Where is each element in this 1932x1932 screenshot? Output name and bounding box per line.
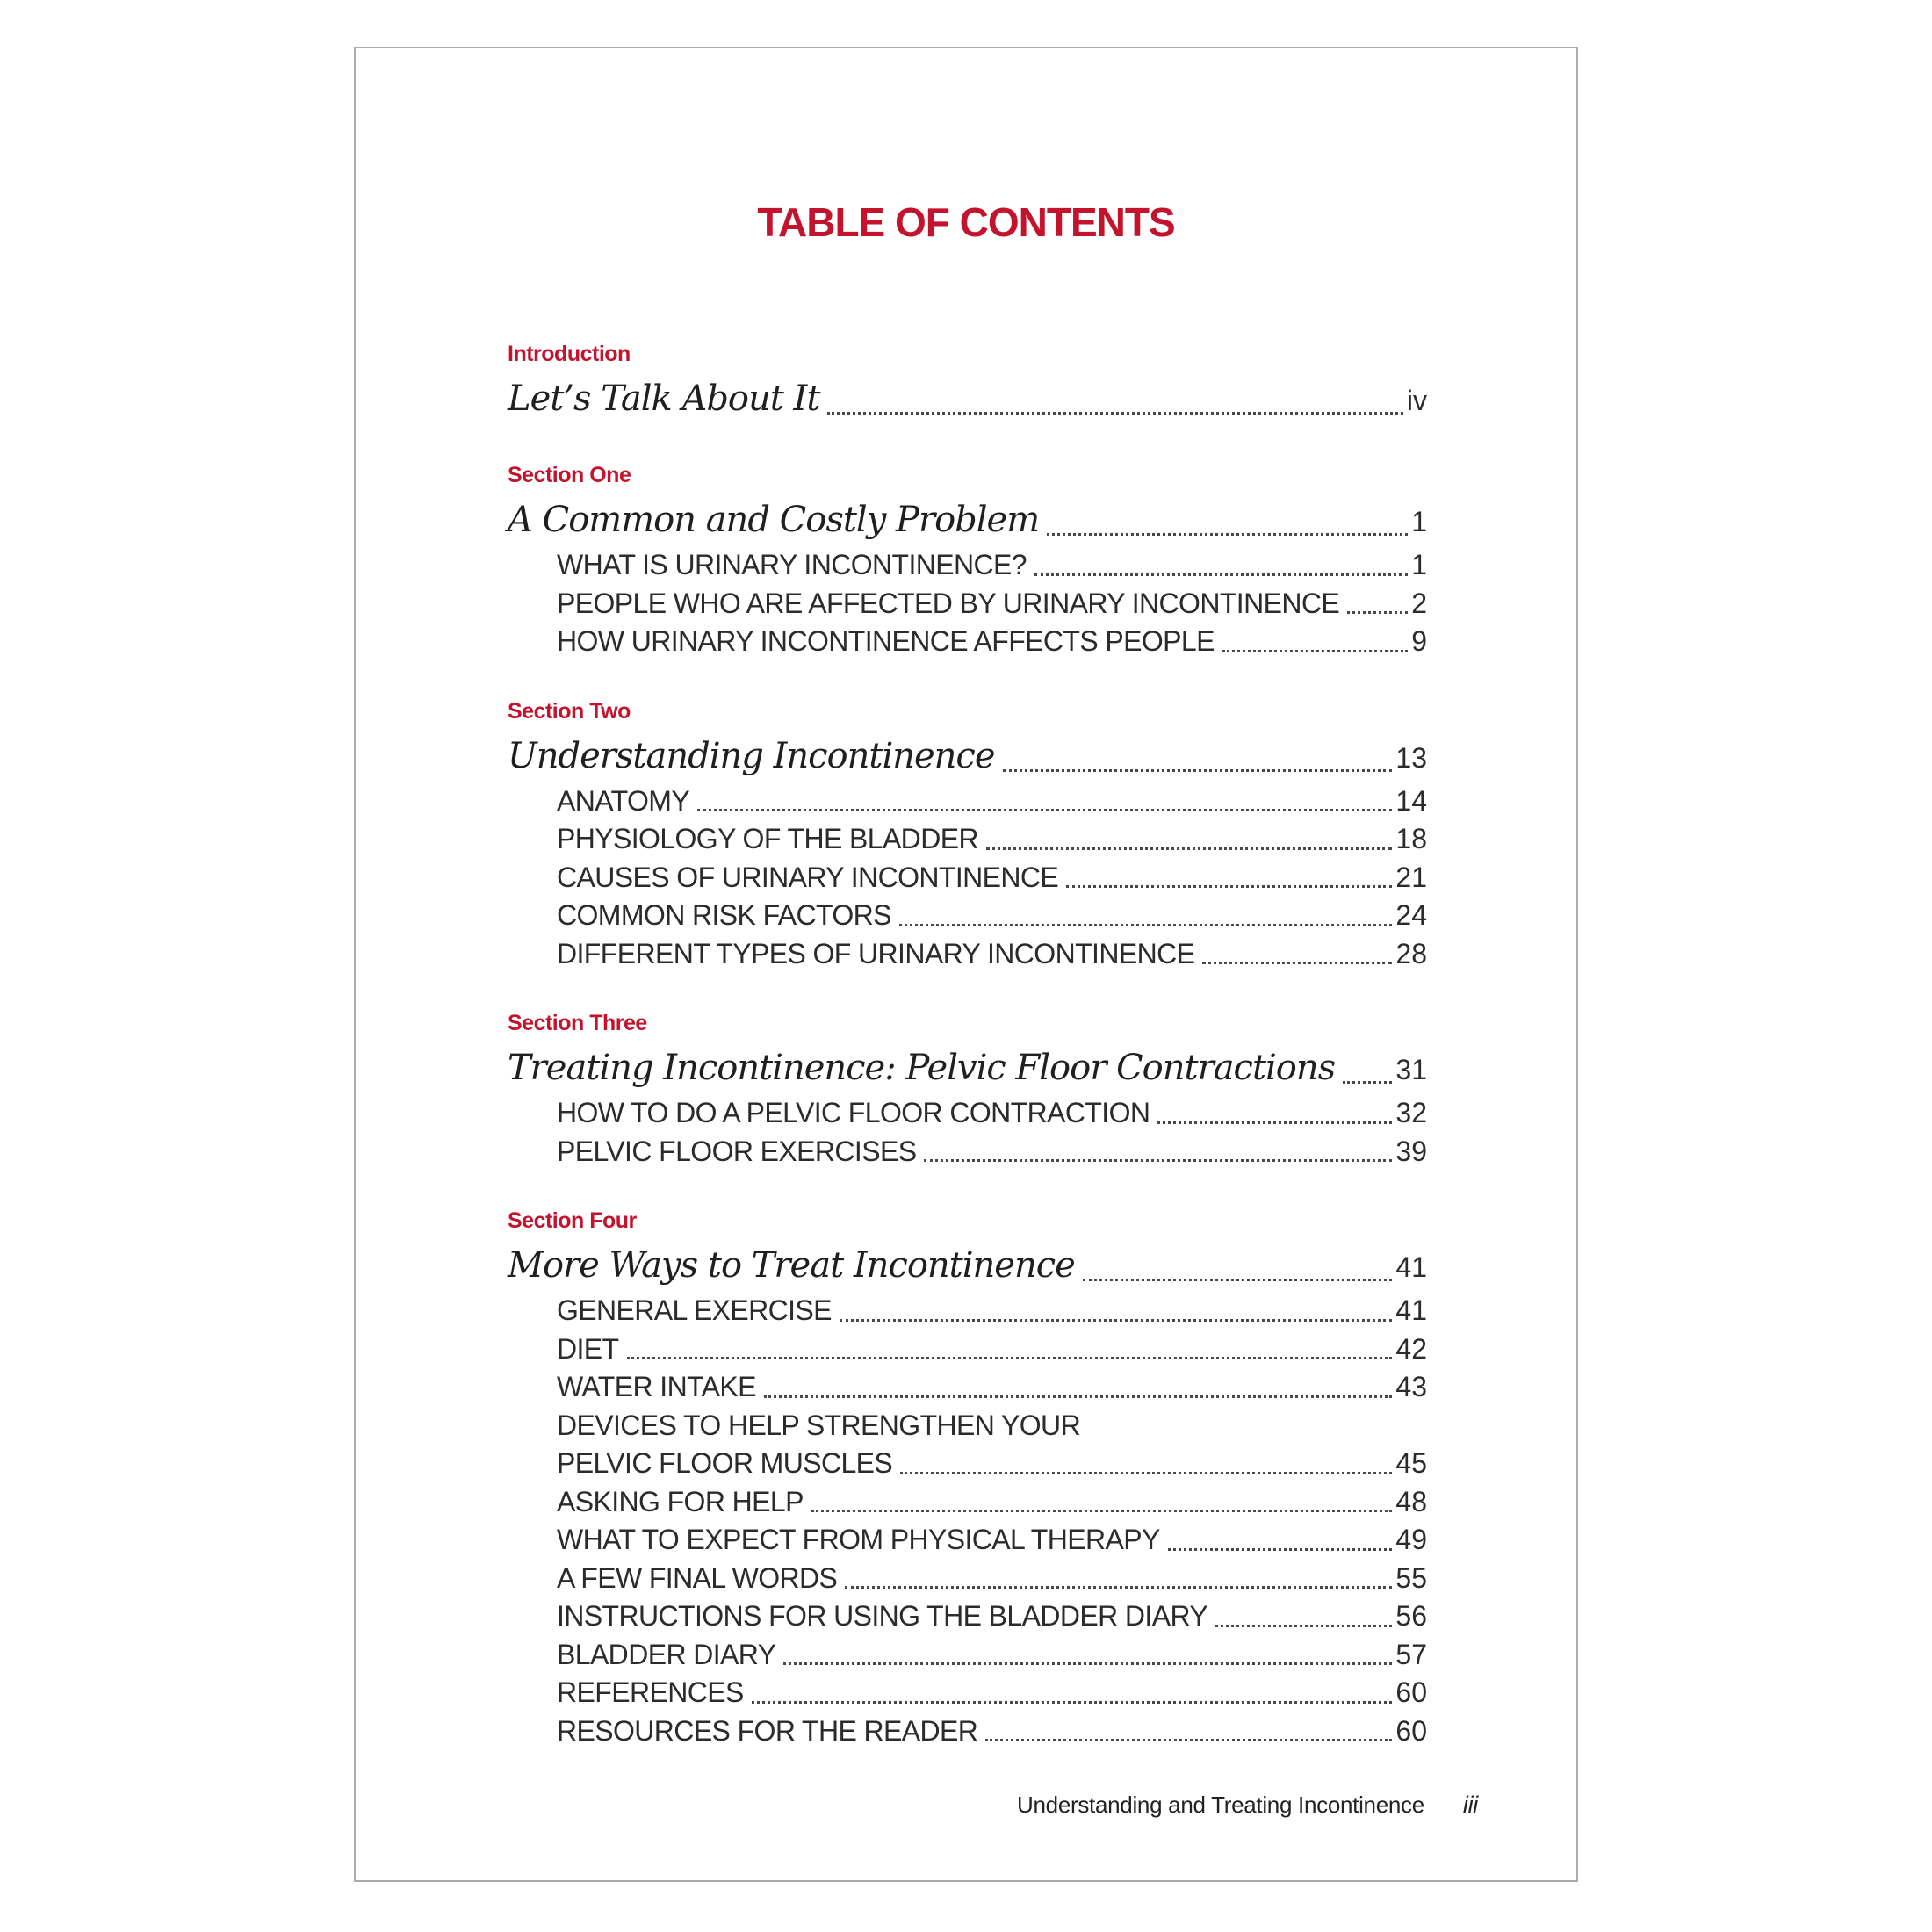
toc-entry-title: GENERAL EXERCISE [557, 1294, 832, 1326]
dot-leader [1222, 650, 1408, 652]
toc-entry [557, 1597, 1427, 1636]
section-label: Section Two [508, 698, 631, 724]
section-page-number: 41 [1395, 1251, 1427, 1283]
dot-leader [900, 1472, 1392, 1474]
section-label: Introduction [508, 342, 631, 366]
toc-entry [557, 1483, 1427, 1522]
toc-entry [557, 782, 1427, 821]
toc-entry-title: ANATOMY [557, 784, 690, 817]
section-title-row [508, 1043, 1427, 1094]
toc-entry-page-number: 9 [1411, 625, 1427, 657]
toc-entry-title: PHYSIOLOGY OF THE BLADDER [557, 823, 978, 854]
section-items [557, 782, 1427, 974]
toc-entry-page-number: 45 [1395, 1447, 1427, 1479]
toc-section [508, 339, 1427, 425]
toc-entry-page-number: 18 [1395, 823, 1427, 854]
toc-entry-title: PELVIC FLOOR EXERCISES [557, 1135, 917, 1167]
toc-entry-page-number: 2 [1411, 587, 1427, 619]
dot-leader [1157, 1121, 1392, 1124]
dot-leader [1343, 1081, 1392, 1084]
toc-entry [557, 1330, 1427, 1369]
section-items [557, 1094, 1427, 1171]
page-title: TABLE OF CONTENTS [757, 199, 1175, 245]
toc-entry-page-number: 24 [1395, 899, 1427, 931]
section-label: Section Three [508, 1011, 647, 1035]
toc-section [508, 1008, 1427, 1171]
toc-entry [557, 935, 1427, 974]
toc-entry-title: CAUSES OF URINARY INCONTINENCE [557, 861, 1059, 893]
toc-entry [557, 1368, 1427, 1407]
dot-leader [1003, 769, 1393, 772]
toc-entry [557, 1094, 1427, 1133]
toc-entry-title: DEVICES TO HELP STRENGTHEN YOUR [557, 1409, 1081, 1441]
toc-entry [557, 1133, 1427, 1171]
toc-entry [557, 1445, 1427, 1483]
toc-entry-page-number: 21 [1395, 861, 1427, 893]
dot-leader [899, 924, 1392, 926]
toc-entry-page-number: 49 [1395, 1524, 1427, 1555]
toc-entry-title: A FEW FINAL WORDS [557, 1561, 838, 1594]
dot-leader [811, 1510, 1393, 1512]
footer-page-number: iii [1462, 1791, 1478, 1818]
dot-leader [1347, 611, 1408, 614]
toc-entry-page-number: 57 [1395, 1638, 1427, 1670]
section-page-number: 1 [1411, 506, 1427, 537]
toc-entry-page-number: 28 [1395, 937, 1427, 970]
toc-entry-title: INSTRUCTIONS FOR USING THE BLADDER DIARY [557, 1600, 1208, 1632]
toc-entry-page-number: 41 [1395, 1294, 1427, 1326]
dot-leader [697, 809, 1392, 811]
dot-leader [1083, 1279, 1393, 1281]
toc-entry-page-number: 32 [1395, 1097, 1427, 1128]
toc-entry [557, 859, 1427, 898]
section-items [557, 1292, 1427, 1750]
table-of-contents [508, 339, 1427, 1750]
toc-entry-page-number: 60 [1395, 1714, 1427, 1747]
toc-entry-page-number: 39 [1395, 1135, 1427, 1167]
toc-entry-page-number: 48 [1395, 1485, 1427, 1517]
toc-entry [557, 1636, 1427, 1675]
toc-entry-page-number: 1 [1411, 549, 1427, 580]
dot-leader [764, 1395, 1393, 1398]
dot-leader [840, 1319, 1393, 1322]
dot-leader [1047, 533, 1408, 536]
section-label: Section Four [508, 1208, 637, 1233]
toc-entry [557, 1560, 1427, 1598]
toc-entry-page-number: 60 [1395, 1676, 1427, 1708]
toc-section [508, 1206, 1427, 1750]
dot-leader [627, 1357, 1393, 1359]
toc-entry [557, 546, 1427, 585]
dot-leader [986, 847, 1392, 850]
section-items [557, 546, 1427, 661]
toc-entry [557, 1712, 1427, 1751]
toc-entry [557, 1407, 1427, 1445]
document-page [354, 47, 1578, 1882]
section-title-row [508, 374, 1427, 425]
footer-book-title: Understanding and Treating Incontinence [1017, 1791, 1424, 1818]
toc-entry-title: WATER INTAKE [557, 1371, 756, 1402]
toc-entry-title: RESOURCES FOR THE READER [557, 1714, 978, 1747]
section-title: Let’s Talk About It [508, 378, 820, 419]
toc-entry [557, 585, 1427, 624]
dot-leader [827, 412, 1402, 415]
toc-entry-title: WHAT TO EXPECT FROM PHYSICAL THERAPY [557, 1524, 1160, 1555]
toc-entry-title: REFERENCES [557, 1676, 744, 1708]
section-title-row [508, 1241, 1427, 1292]
toc-entry [557, 1674, 1427, 1712]
dot-leader [752, 1701, 1393, 1704]
dot-leader [1202, 962, 1392, 964]
section-title-row [508, 495, 1427, 546]
toc-entry-title: BLADDER DIARY [557, 1638, 776, 1670]
section-title: Treating Incontinence: Pelvic Floor Contractions [508, 1048, 1336, 1088]
dot-leader [783, 1662, 1392, 1665]
dot-leader [1168, 1548, 1393, 1551]
toc-entry-page-number: 42 [1395, 1332, 1427, 1365]
page-footer [1017, 1791, 1478, 1819]
section-page-number: 13 [1395, 741, 1427, 774]
toc-entry-page-number: 56 [1395, 1600, 1427, 1632]
toc-entry-title: ASKING FOR HELP [557, 1485, 804, 1517]
dot-leader [924, 1159, 1392, 1162]
dot-leader [985, 1739, 1392, 1741]
section-page-number: 31 [1395, 1054, 1427, 1085]
toc-entry [557, 623, 1427, 661]
section-page-number: iv [1406, 385, 1427, 416]
section-title: A Common and Costly Problem [508, 500, 1040, 540]
dot-leader [1215, 1625, 1392, 1627]
section-title: More Ways to Treat Incontinence [508, 1245, 1075, 1286]
toc-section [508, 696, 1427, 974]
toc-entry-title: PELVIC FLOOR MUSCLES [557, 1447, 893, 1479]
section-title: Understanding Incontinence [508, 735, 995, 776]
section-label: Section One [508, 463, 631, 487]
toc-entry [557, 1521, 1427, 1560]
toc-entry-title: DIFFERENT TYPES OF URINARY INCONTINENCE [557, 937, 1195, 970]
toc-entry [557, 820, 1427, 859]
toc-entry-title: DIET [557, 1332, 619, 1365]
toc-entry-title: PEOPLE WHO ARE AFFECTED BY URINARY INCONTINENCE [557, 587, 1340, 619]
toc-entry-page-number: 43 [1395, 1371, 1427, 1402]
toc-entry [557, 1292, 1427, 1330]
toc-entry [557, 897, 1427, 935]
section-title-row [508, 732, 1427, 782]
toc-entry-page-number: 14 [1395, 784, 1427, 817]
toc-entry-title: HOW URINARY INCONTINENCE AFFECTS PEOPLE [557, 625, 1215, 657]
toc-entry-title: COMMON RISK FACTORS [557, 899, 891, 931]
dot-leader [1066, 885, 1392, 888]
dot-leader [1034, 573, 1408, 576]
toc-entry-title: HOW TO DO A PELVIC FLOOR CONTRACTION [557, 1097, 1150, 1128]
toc-section [508, 460, 1427, 661]
toc-entry-page-number: 55 [1395, 1561, 1427, 1594]
toc-entry-title: WHAT IS URINARY INCONTINENCE? [557, 549, 1027, 580]
dot-leader [845, 1586, 1392, 1589]
